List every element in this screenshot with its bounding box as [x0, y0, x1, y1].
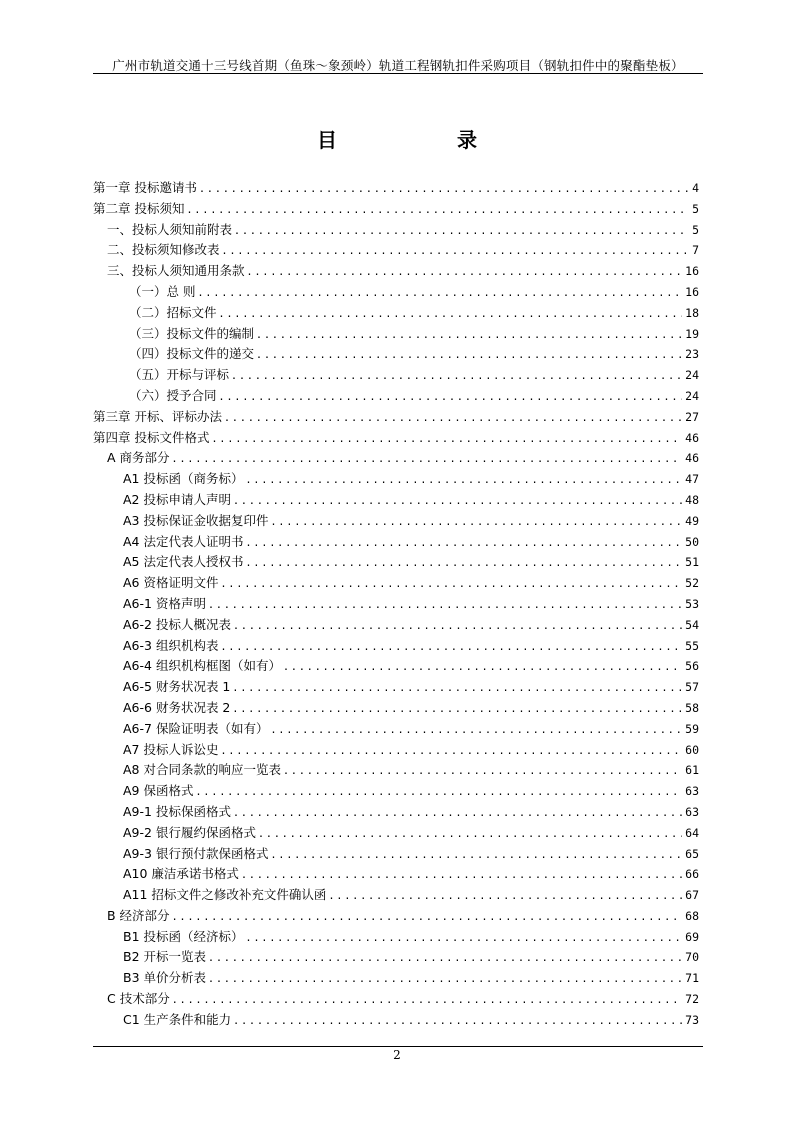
toc-entry-label: （二）招标文件	[129, 304, 217, 320]
toc-entry-page: 49	[685, 513, 699, 528]
toc-entry-page: 60	[685, 742, 699, 757]
toc-entry-label: A6-3 组织机构表	[123, 637, 219, 653]
toc-entry-page: 23	[685, 347, 699, 362]
toc-entry[interactable]	[93, 927, 699, 948]
toc-leader-dots	[234, 802, 682, 823]
toc-leader-dots	[220, 386, 683, 407]
toc-entry[interactable]	[93, 906, 699, 927]
toc-entry-label: A9-3 银行预付款保函格式	[123, 845, 269, 861]
toc-entry-page: 63	[685, 804, 699, 819]
toc-entry-label: C1 生产条件和能力	[123, 1011, 232, 1027]
toc-leader-dots	[233, 698, 682, 719]
toc-entry[interactable]	[93, 947, 699, 968]
toc-leader-dots	[234, 1010, 682, 1031]
toc-leader-dots	[271, 844, 682, 865]
toc-leader-dots	[234, 615, 682, 636]
toc-entry[interactable]	[93, 344, 699, 365]
toc-entry-label: A10 廉洁承诺书格式	[123, 866, 239, 882]
toc-entry-page: 55	[685, 638, 699, 653]
toc-entry-page: 19	[685, 326, 699, 341]
toc-entry-page: 68	[685, 908, 699, 923]
toc-entry-label: B2 开标一览表	[123, 949, 207, 965]
toc-entry-page: 16	[685, 264, 699, 279]
toc-leader-dots	[173, 906, 683, 927]
toc-entry-page: 71	[685, 971, 699, 986]
toc-entry[interactable]	[93, 448, 699, 469]
toc-leader-dots	[200, 178, 689, 199]
toc-leader-dots	[187, 199, 689, 220]
toc-leader-dots	[248, 261, 683, 282]
toc-entry[interactable]	[93, 677, 699, 698]
toc-leader-dots	[209, 968, 682, 989]
toc-entry-label: B 经济部分	[107, 907, 170, 923]
toc-entry-page: 53	[685, 596, 699, 611]
toc-leader-dots	[259, 823, 682, 844]
toc-entry-label: A9-2 银行履约保函格式	[123, 824, 256, 840]
toc-leader-dots	[212, 428, 682, 449]
toc-entry[interactable]	[93, 490, 699, 511]
toc-entry[interactable]	[93, 324, 699, 345]
toc-leader-dots	[257, 344, 682, 365]
toc-entry-label: A4 法定代表人证明书	[123, 533, 244, 549]
toc-entry[interactable]	[93, 636, 699, 657]
toc-entry-label: C 技术部分	[107, 991, 170, 1007]
toc-entry-label: A9-1 投标保函格式	[123, 803, 231, 819]
toc-entry-page: 58	[685, 700, 699, 715]
toc-entry[interactable]	[93, 573, 699, 594]
toc-entry[interactable]	[93, 428, 699, 449]
toc-entry-label: A7 投标人诉讼史	[123, 741, 219, 757]
toc-entry-label: （一）总 则	[129, 283, 196, 299]
page-number: 2	[393, 1048, 401, 1062]
toc-entry-page: 4	[692, 181, 699, 195]
toc-leader-dots	[246, 469, 682, 490]
toc-entry-label: A 商务部分	[107, 450, 170, 466]
toc-entry-page: 54	[685, 617, 699, 632]
toc-entry-page: 64	[685, 825, 699, 840]
toc-leader-dots	[233, 677, 682, 698]
toc-leader-dots	[271, 511, 682, 532]
running-header: 广州市轨道交通十三号线首期（鱼珠～象颈岭）轨道工程钢轨扣件采购项目（钢轨扣件中的聚酯垫板）	[112, 58, 684, 73]
toc-leader-dots	[209, 594, 682, 615]
toc-leader-dots	[235, 220, 689, 241]
toc-entry[interactable]	[93, 781, 699, 802]
toc-entry-page: 50	[685, 534, 699, 549]
toc-leader-dots	[232, 365, 682, 386]
toc-entry-label: A11 招标文件之修改补充文件确认函	[123, 887, 327, 903]
toc-entry-page: 70	[685, 950, 699, 965]
toc-entry-page: 57	[685, 680, 699, 695]
toc-entry-page: 24	[685, 368, 699, 383]
toc-entry[interactable]	[93, 989, 699, 1010]
toc-entry-label: A2 投标申请人声明	[123, 491, 231, 507]
toc-entry[interactable]	[93, 802, 699, 823]
toc-leader-dots	[220, 303, 683, 324]
toc-entry-page: 24	[685, 388, 699, 403]
toc-entry-page: 73	[685, 1012, 699, 1027]
toc-entry[interactable]	[93, 303, 699, 324]
toc-leader-dots	[246, 532, 682, 553]
toc-entry-label: （五）开标与评标	[129, 367, 230, 383]
toc-leader-dots	[234, 490, 682, 511]
toc-entry-label: 第三章 开标、评标办法	[93, 408, 222, 424]
toc-leader-dots	[173, 989, 682, 1010]
toc-leader-dots	[198, 282, 682, 303]
toc-entry[interactable]	[93, 885, 699, 906]
toc-entry-page: 5	[692, 201, 699, 216]
toc-entry[interactable]	[93, 552, 699, 573]
toc-entry[interactable]	[93, 864, 699, 885]
toc-entry[interactable]	[93, 220, 699, 241]
toc-entry[interactable]	[93, 199, 699, 220]
toc-entry-label: （四）投标文件的递交	[129, 346, 255, 362]
toc-leader-dots	[221, 740, 682, 761]
toc-entry-page: 7	[692, 243, 699, 258]
toc-entry-label: A6-4 组织机构框图（如有）	[123, 658, 281, 674]
toc-entry-label: A1 投标函（商务标）	[123, 471, 244, 487]
toc-leader-dots	[221, 636, 682, 657]
toc-entry-label: A8 对合同条款的响应一览表	[123, 762, 281, 778]
toc-entry-label: 一、投标人须知前附表	[107, 221, 233, 237]
toc-entry-page: 66	[685, 867, 699, 882]
toc-leader-dots	[257, 324, 682, 345]
toc-leader-dots	[271, 719, 682, 740]
toc-entry-page: 72	[685, 992, 699, 1007]
toc-entry-label: A6-7 保险证明表（如有）	[123, 720, 269, 736]
toc-entry-page: 56	[685, 659, 699, 674]
toc-leader-dots	[247, 927, 683, 948]
toc-entry-page: 69	[685, 929, 699, 944]
toc-entry[interactable]	[93, 407, 699, 428]
toc-entry[interactable]	[93, 532, 699, 553]
toc-entry-label: A5 法定代表人授权书	[123, 554, 244, 570]
toc-entry[interactable]	[93, 698, 699, 719]
toc-entry-label: 第二章 投标须知	[93, 200, 185, 216]
toc-entry-page: 59	[685, 721, 699, 736]
toc-entry[interactable]	[93, 719, 699, 740]
toc-entry-page: 47	[685, 472, 699, 487]
toc-leader-dots	[173, 448, 683, 469]
toc-entry[interactable]	[93, 594, 699, 615]
toc-entry[interactable]	[93, 386, 699, 407]
toc-entry-label: A6-5 财务状况表 1	[123, 679, 231, 695]
toc-entry[interactable]	[93, 240, 699, 261]
toc-entry-label: B1 投标函（经济标）	[123, 928, 244, 944]
table-of-contents	[93, 178, 699, 1031]
toc-entry[interactable]	[93, 365, 699, 386]
toc-entry-page: 18	[685, 305, 699, 320]
toc-entry-label: 三、投标人须知通用条款	[107, 263, 245, 279]
toc-entry-page: 48	[685, 492, 699, 507]
toc-entry-page: 51	[685, 555, 699, 570]
toc-leader-dots	[284, 760, 682, 781]
toc-leader-dots	[223, 240, 690, 261]
toc-entry[interactable]	[93, 615, 699, 636]
toc-entry-page: 5	[692, 222, 699, 237]
toc-entry-label: A6-2 投标人概况表	[123, 616, 231, 632]
toc-entry[interactable]	[93, 469, 699, 490]
toc-leader-dots	[221, 573, 682, 594]
toc-entry-page: 46	[685, 430, 699, 445]
toc-entry[interactable]	[93, 823, 699, 844]
toc-entry[interactable]	[93, 844, 699, 865]
toc-entry-label: （三）投标文件的编制	[129, 325, 255, 341]
toc-leader-dots	[329, 885, 682, 906]
toc-entry-label: 第四章 投标文件格式	[93, 429, 210, 445]
toc-entry[interactable]	[93, 656, 699, 677]
toc-entry[interactable]	[93, 511, 699, 532]
footer-divider	[93, 1046, 703, 1047]
toc-entry-label: （六）授予合同	[129, 387, 217, 403]
toc-leader-dots	[246, 552, 682, 573]
toc-entry-label: B3 单价分析表	[123, 970, 207, 986]
toc-entry-page: 46	[685, 451, 699, 466]
toc-leader-dots	[242, 864, 682, 885]
toc-entry[interactable]	[93, 968, 699, 989]
toc-entry-page: 27	[685, 409, 699, 424]
toc-entry-page: 65	[685, 846, 699, 861]
toc-entry-page: 16	[685, 284, 699, 299]
page-title: 目 录	[317, 128, 527, 152]
toc-leader-dots	[209, 947, 682, 968]
toc-entry-label: A9 保函格式	[123, 783, 194, 799]
toc-entry-label: A6-6 财务状况表 2	[123, 699, 231, 715]
toc-entry-page: 52	[685, 576, 699, 591]
toc-entry[interactable]	[93, 282, 699, 303]
toc-entry-label: 第一章 投标邀请书	[93, 180, 197, 195]
toc-entry[interactable]	[93, 261, 699, 282]
toc-entry-label: A3 投标保证金收据复印件	[123, 512, 269, 528]
toc-leader-dots	[284, 656, 682, 677]
toc-entry-label: 二、投标须知修改表	[107, 242, 220, 258]
toc-entry-page: 61	[685, 763, 699, 778]
toc-entry-page: 63	[685, 784, 699, 799]
toc-entry[interactable]	[93, 178, 699, 199]
toc-entry[interactable]	[93, 740, 699, 761]
toc-entry[interactable]	[93, 1010, 699, 1031]
toc-entry[interactable]	[93, 760, 699, 781]
toc-entry-label: A6-1 资格声明	[123, 595, 206, 611]
header-divider	[93, 73, 703, 74]
toc-leader-dots	[225, 407, 682, 428]
toc-entry-page: 67	[685, 888, 699, 903]
toc-leader-dots	[196, 781, 682, 802]
toc-entry-label: A6 资格证明文件	[123, 575, 219, 591]
